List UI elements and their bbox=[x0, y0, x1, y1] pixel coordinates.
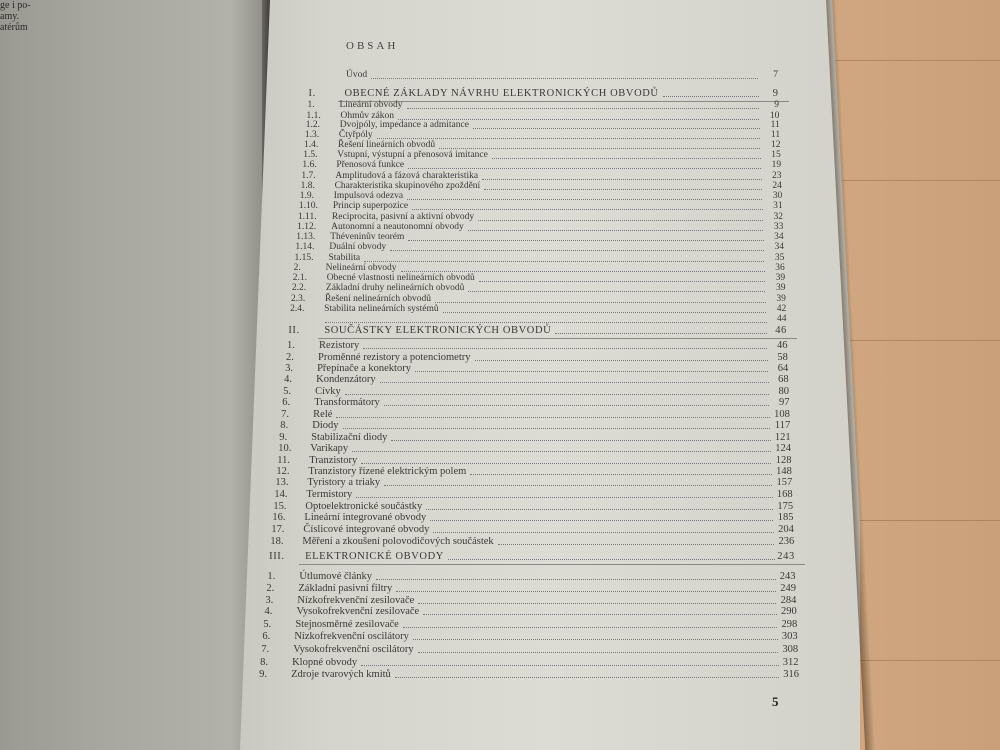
toc-entry-number: 10. bbox=[278, 443, 292, 454]
toc-entry-number: 18. bbox=[270, 536, 284, 547]
toc-entry-page: 204 bbox=[778, 524, 794, 535]
toc-entry-title: Klopné obvody bbox=[292, 657, 358, 668]
toc-entry-page: 19 bbox=[771, 160, 782, 170]
toc-entry-title: Charakteristika skupinového zpoždění bbox=[334, 181, 481, 191]
toc-entry bbox=[266, 583, 800, 594]
toc-entry bbox=[279, 432, 794, 443]
toc-leader-dots bbox=[363, 340, 767, 349]
toc-leader-dots bbox=[439, 140, 760, 149]
section-rule bbox=[299, 564, 805, 565]
toc-leader-dots bbox=[448, 551, 775, 560]
toc-entry-page: 10 bbox=[769, 111, 780, 121]
toc-part-entry bbox=[269, 551, 799, 562]
toc-entry-number: 1.6. bbox=[302, 160, 317, 170]
toc-entry-number: 12. bbox=[276, 466, 290, 477]
toc-entry bbox=[287, 340, 791, 351]
toc-entry-title: Řešení nelineárních obvodů bbox=[324, 294, 432, 304]
toc-entry-page: 303 bbox=[781, 631, 798, 642]
toc-entry-title: SOUČÁSTKY ELEKTRONICKÝCH OBVODŮ bbox=[324, 325, 552, 336]
toc-entry-page: 117 bbox=[774, 420, 791, 431]
toc-leader-dots bbox=[407, 100, 760, 109]
toc-leader-dots bbox=[376, 571, 776, 580]
toc-entry-page: 284 bbox=[780, 595, 797, 606]
toc-entry-page: 24 bbox=[772, 181, 782, 191]
toc-entry-page: 46 bbox=[775, 325, 787, 336]
toc-entry bbox=[263, 619, 801, 630]
toc-entry-number: 17. bbox=[271, 524, 285, 535]
toc-entry-number: 3. bbox=[265, 595, 274, 606]
toc-entry-number: 2. bbox=[293, 263, 301, 273]
toc-entry-title: OBECNÉ ZÁKLADY NÁVRHU ELEKTRONICKÝCH OBVODŮ bbox=[344, 88, 659, 99]
toc-leader-dots bbox=[396, 583, 776, 592]
page-number: 5 bbox=[772, 694, 779, 709]
toc-entry-page: 97 bbox=[778, 397, 790, 408]
toc-entry-title: Duální obvody bbox=[329, 242, 387, 252]
toc-leader-dots bbox=[413, 631, 778, 640]
toc-entry-number: I. bbox=[308, 88, 316, 99]
toc-entry-page: 308 bbox=[782, 644, 799, 655]
toc-leader-dots bbox=[475, 352, 768, 361]
toc-leader-dots bbox=[415, 363, 768, 372]
toc-entry-title: Čtyřpóly bbox=[338, 130, 373, 140]
toc-entry bbox=[302, 160, 785, 171]
toc-entry-number: 9. bbox=[279, 432, 288, 443]
toc-entry-number: 2. bbox=[286, 352, 294, 363]
toc-entry bbox=[262, 631, 801, 642]
toc-entry bbox=[280, 420, 794, 431]
toc-entry bbox=[307, 100, 783, 111]
toc-entry-title: Diody bbox=[312, 420, 339, 431]
toc-entry-title: Vysokofrekvenční oscilátory bbox=[293, 644, 414, 655]
toc-entry-number: 6. bbox=[262, 631, 271, 642]
toc-entry-title: Tyristory a triaky bbox=[307, 477, 381, 488]
toc-entry-title: Řešení lineárních obvodů bbox=[338, 140, 436, 150]
toc-entry-title: Relé bbox=[313, 409, 333, 420]
toc-leader-dots bbox=[391, 432, 770, 441]
toc-entry-number: 2.1. bbox=[292, 273, 307, 283]
toc-entry-title: ELEKTRONICKÉ OBVODY bbox=[305, 551, 444, 562]
toc-entry-number: 2. bbox=[266, 583, 275, 594]
toc-entry-title: Théveninův teorém bbox=[330, 232, 405, 242]
toc-entry-number: 1.3. bbox=[304, 130, 320, 140]
toc-entry-title: Úvod bbox=[346, 70, 368, 80]
toc-entry-title: Stejnosměrné zesilovače bbox=[295, 619, 399, 630]
toc-entry bbox=[282, 397, 793, 408]
toc-entry bbox=[271, 524, 797, 535]
toc-entry-number: 2.3. bbox=[290, 294, 306, 304]
toc-entry-number: 9. bbox=[259, 669, 267, 680]
toc-entry-title: Lineární integrované obvody bbox=[304, 512, 427, 523]
left-text-line: atérům bbox=[0, 22, 28, 33]
toc-entry-page: 30 bbox=[772, 191, 783, 201]
toc-leader-dots bbox=[352, 443, 771, 452]
toc-leader-dots bbox=[345, 386, 769, 395]
left-text-line: ge i po- bbox=[0, 0, 31, 11]
toc-entry-page: 157 bbox=[776, 477, 793, 488]
toc-entry-number: 8. bbox=[280, 420, 289, 431]
toc-entry-page: 68 bbox=[778, 374, 789, 385]
left-text-line: amy. bbox=[0, 11, 20, 22]
toc-entry-page: 175 bbox=[777, 501, 794, 512]
toc-entry-number: 1.15. bbox=[294, 253, 314, 263]
toc-entry-page: 36 bbox=[775, 263, 785, 273]
toc-entry bbox=[299, 201, 787, 212]
toc-entry-title: Číslicové integrované obvody bbox=[303, 524, 430, 535]
toc-entry bbox=[286, 352, 792, 363]
toc-entry-page: 46 bbox=[776, 340, 788, 351]
toc-entry-number: 6. bbox=[282, 397, 291, 408]
toc-leader-dots bbox=[555, 325, 767, 334]
toc-entry-title: Základní druhy nelineárních obvodů bbox=[325, 283, 465, 293]
toc-leader-dots bbox=[443, 304, 767, 313]
toc-entry bbox=[273, 501, 797, 512]
toc-entry bbox=[276, 466, 796, 477]
toc-entry-number: III. bbox=[269, 551, 285, 562]
toc-entry-number: 4. bbox=[284, 374, 293, 385]
toc-entry-title: Vysokofrekvenční zesilovače bbox=[296, 606, 420, 617]
toc-entry-number: 14. bbox=[274, 489, 288, 500]
toc-leader-dots bbox=[473, 120, 760, 129]
toc-entry bbox=[283, 386, 793, 397]
toc-entry-number: 1. bbox=[267, 571, 276, 582]
toc-entry-title: Dvojpóly, impedance a admitance bbox=[339, 120, 469, 130]
toc-entry-page: 80 bbox=[778, 386, 790, 397]
toc-entry-number: 11. bbox=[277, 455, 291, 466]
toc-leader-dots bbox=[377, 130, 760, 139]
toc-entry-number: 5. bbox=[263, 619, 272, 630]
section-rule bbox=[318, 338, 797, 339]
toc-entry bbox=[267, 571, 799, 582]
toc-leader-dots bbox=[380, 374, 769, 383]
toc-entry-number: 2.2. bbox=[291, 283, 307, 293]
toc-entry-page: 249 bbox=[780, 583, 796, 594]
toc-leader-dots bbox=[663, 88, 759, 97]
toc-entry-title: Měření a zkoušení polovodičových součástek bbox=[302, 536, 494, 547]
toc-leader-dots bbox=[470, 466, 772, 475]
toc-entry bbox=[292, 283, 790, 294]
toc-entry-title: Impulsová odezva bbox=[333, 191, 404, 201]
toc-leader-dots bbox=[412, 201, 763, 210]
toc-leader-dots bbox=[395, 669, 779, 678]
toc-leader-dots bbox=[408, 232, 763, 241]
toc-leader-dots bbox=[482, 171, 761, 180]
toc-entry-number: 1.11. bbox=[297, 212, 317, 222]
toc-entry-number: 3. bbox=[285, 363, 293, 374]
toc-leader-dots bbox=[384, 477, 772, 486]
toc-leader-dots bbox=[468, 283, 765, 292]
toc-entry-title: Transformátory bbox=[314, 397, 380, 408]
toc-entry-title: Vstupní, výstupní a přenosová imitance bbox=[337, 150, 488, 160]
toc-entry-number: 2.4. bbox=[290, 304, 305, 314]
toc-entry bbox=[265, 595, 800, 606]
toc-entry bbox=[260, 657, 802, 668]
toc-leader-dots bbox=[407, 191, 762, 200]
toc-entry-page: 39 bbox=[775, 273, 786, 283]
toc-entry-title: Cívky bbox=[315, 386, 341, 397]
toc-entry-title: Reciprocita, pasivní a aktivní obvody bbox=[331, 212, 475, 222]
toc-entry-page: 108 bbox=[774, 409, 790, 420]
toc-entry-number: 1.1. bbox=[306, 111, 321, 121]
toc-part-entry bbox=[308, 88, 782, 99]
toc-entry-page: 39 bbox=[775, 283, 786, 293]
toc-entry-number: 16. bbox=[272, 512, 286, 523]
toc-entry bbox=[310, 70, 782, 81]
toc-entry-number: 1.5. bbox=[303, 150, 318, 160]
toc-leader-dots bbox=[384, 397, 770, 406]
toc-entry-number: 13. bbox=[275, 477, 289, 488]
toc-entry-page: 243 bbox=[779, 571, 796, 582]
toc-entry-number: 7. bbox=[281, 409, 290, 420]
toc-entry-number: 1. bbox=[287, 340, 295, 351]
toc-leader-dots bbox=[423, 606, 777, 615]
toc-entry-title: Kondenzátory bbox=[316, 374, 376, 385]
toc-entry-page: 12 bbox=[770, 140, 781, 150]
toc-entry-number: 1.13. bbox=[296, 232, 316, 242]
toc-entry-page: 32 bbox=[773, 212, 783, 222]
toc-entry bbox=[270, 536, 798, 547]
toc-entry-page: 236 bbox=[778, 536, 795, 547]
toc-entry-title: Varikapy bbox=[310, 443, 349, 454]
toc-entry-page: 44 bbox=[777, 314, 787, 324]
toc-entry-title: Základní pasivní filtry bbox=[298, 583, 393, 594]
toc-heading: OBSAH bbox=[346, 40, 399, 52]
toc-entry-page: 39 bbox=[776, 294, 786, 304]
toc-entry-number: 1.7. bbox=[301, 171, 316, 181]
toc-entry-title: Proměnné rezistory a potenciometry bbox=[318, 352, 471, 363]
toc-entry bbox=[285, 363, 792, 374]
toc-leader-dots bbox=[343, 420, 771, 429]
toc-entry-number: II. bbox=[288, 325, 300, 336]
toc-entry-title: Nízkofrekvenční oscilátory bbox=[294, 631, 409, 642]
toc-entry bbox=[264, 606, 800, 617]
toc-entry-page: 128 bbox=[775, 455, 792, 466]
toc-entry-page: 15 bbox=[771, 150, 781, 160]
toc-entry bbox=[274, 489, 796, 500]
toc-entry-page: 121 bbox=[774, 432, 791, 443]
toc-entry-number: 1.2. bbox=[305, 120, 320, 130]
toc-entry-page: 33 bbox=[773, 222, 784, 232]
toc-entry-page: 42 bbox=[776, 304, 787, 314]
toc-entry-number: 1. bbox=[307, 100, 315, 110]
toc-leader-dots bbox=[430, 512, 773, 521]
toc-entry-title: Zdroje tvarových kmitů bbox=[291, 669, 391, 680]
toc-entry-title: Tranzistory bbox=[309, 455, 358, 466]
toc-entry-title: Stabilita bbox=[328, 253, 361, 263]
toc-leader-dots bbox=[484, 181, 762, 190]
toc-entry-title: Rezistory bbox=[319, 340, 360, 351]
toc-entry-number: 1.8. bbox=[300, 181, 315, 191]
toc-entry-title: Ohmův zákon bbox=[340, 111, 395, 121]
toc-entry-page: 9 bbox=[774, 100, 780, 110]
toc-entry bbox=[261, 644, 802, 655]
toc-leader-dots bbox=[401, 263, 765, 272]
toc-entry bbox=[281, 409, 794, 420]
toc-entry-page: 34 bbox=[774, 242, 784, 252]
toc-leader-dots bbox=[390, 242, 764, 251]
toc-leader-dots bbox=[426, 501, 773, 510]
toc-entry-number: 15. bbox=[273, 501, 287, 512]
toc-entry-number: 7. bbox=[261, 644, 270, 655]
toc-entry-title: Přepínače a konektory bbox=[317, 363, 411, 374]
toc-entry-page: 298 bbox=[781, 619, 798, 630]
toc-entry-page: 34 bbox=[774, 232, 784, 242]
toc-entry-title: Nelineární obvody bbox=[325, 263, 397, 273]
toc-entry-page: 124 bbox=[775, 443, 792, 454]
toc-leader-dots bbox=[403, 619, 777, 628]
toc-entry-title: Obecné vlastnosti nelineárních obvodů bbox=[326, 273, 475, 283]
toc-entry-number: 1.10. bbox=[298, 201, 318, 211]
toc-entry-page: 185 bbox=[777, 512, 794, 523]
toc-entry-page: 316 bbox=[783, 669, 799, 680]
toc-leader-dots bbox=[325, 314, 766, 323]
toc-entry-title: Tranzistory řízené elektrickým polem bbox=[308, 466, 467, 477]
toc-entry-number: 1.4. bbox=[304, 140, 319, 150]
toc-entry-title: Autonomní a neautonomní obvody bbox=[331, 222, 464, 232]
toc-entry-title: Stabilita nelineárních systémů bbox=[324, 304, 439, 314]
toc-leader-dots bbox=[361, 657, 778, 666]
toc-leader-dots bbox=[408, 160, 761, 169]
toc-entry bbox=[259, 669, 803, 680]
toc-entry-title: Přenosová funkce bbox=[336, 160, 405, 170]
toc-entry-title: Amplitudová a fázová charakteristika bbox=[335, 171, 479, 181]
toc-entry bbox=[295, 242, 788, 253]
toc-entry-number: 1.12. bbox=[297, 222, 317, 232]
toc-entry-number: 4. bbox=[264, 606, 273, 617]
toc-entry-page: 31 bbox=[773, 201, 783, 211]
toc-entry-title: Stabilizační diody bbox=[311, 432, 388, 443]
toc-entry-title: Optoelektronické součástky bbox=[305, 501, 423, 512]
toc-entry-page: 312 bbox=[782, 657, 799, 668]
toc-entry-title: Útlumové články bbox=[299, 571, 373, 582]
toc-entry-page: 11 bbox=[770, 120, 780, 130]
toc-entry-title: Princip superpozice bbox=[332, 201, 409, 211]
toc-entry-page: 11 bbox=[770, 130, 781, 140]
toc-entry-page: 64 bbox=[777, 363, 789, 374]
toc-leader-dots bbox=[398, 111, 759, 120]
toc-entry-page: 7 bbox=[773, 70, 778, 80]
toc-leader-dots bbox=[371, 70, 758, 79]
toc-entry bbox=[275, 477, 796, 488]
toc-entry-title: Lineární obvody bbox=[339, 100, 403, 110]
toc-part-entry bbox=[288, 325, 791, 336]
toc-entry-page: 9 bbox=[772, 88, 779, 99]
toc-entry bbox=[278, 443, 795, 454]
toc-leader-dots bbox=[336, 409, 769, 418]
toc-leader-dots bbox=[492, 150, 761, 159]
toc-entry bbox=[289, 314, 790, 325]
toc-entry-number: 1.14. bbox=[295, 242, 315, 252]
toc-leader-dots bbox=[418, 644, 778, 653]
toc-entry-page: 23 bbox=[772, 171, 782, 181]
toc-entry-number: 8. bbox=[260, 657, 268, 668]
toc-entry bbox=[284, 374, 792, 385]
toc-entry-title: Nízkofrekvenční zesilovače bbox=[297, 595, 415, 606]
toc-entry bbox=[272, 512, 797, 523]
toc-entry bbox=[277, 455, 795, 466]
toc-entry-number: 1.9. bbox=[299, 191, 314, 201]
toc-leader-dots bbox=[364, 253, 764, 262]
toc-entry-page: 290 bbox=[781, 606, 797, 617]
toc-leader-dots bbox=[435, 294, 766, 303]
toc-entry-page: 35 bbox=[774, 253, 785, 263]
toc-leader-dots bbox=[479, 273, 765, 282]
toc-entry-number: 5. bbox=[283, 386, 291, 397]
toc-leader-dots bbox=[418, 595, 776, 604]
toc-leader-dots bbox=[433, 524, 773, 533]
toc-leader-dots bbox=[356, 489, 772, 498]
toc-leader-dots bbox=[498, 536, 775, 545]
toc-entry-page: 58 bbox=[777, 352, 788, 363]
toc-leader-dots bbox=[468, 222, 764, 231]
toc-leader-dots bbox=[361, 455, 771, 464]
toc-entry-page: 168 bbox=[776, 489, 793, 500]
toc-entry-title: Termistory bbox=[306, 489, 353, 500]
toc-entry-page: 243 bbox=[777, 551, 795, 562]
toc-entry-page: 148 bbox=[776, 466, 792, 477]
toc-leader-dots bbox=[478, 212, 763, 221]
